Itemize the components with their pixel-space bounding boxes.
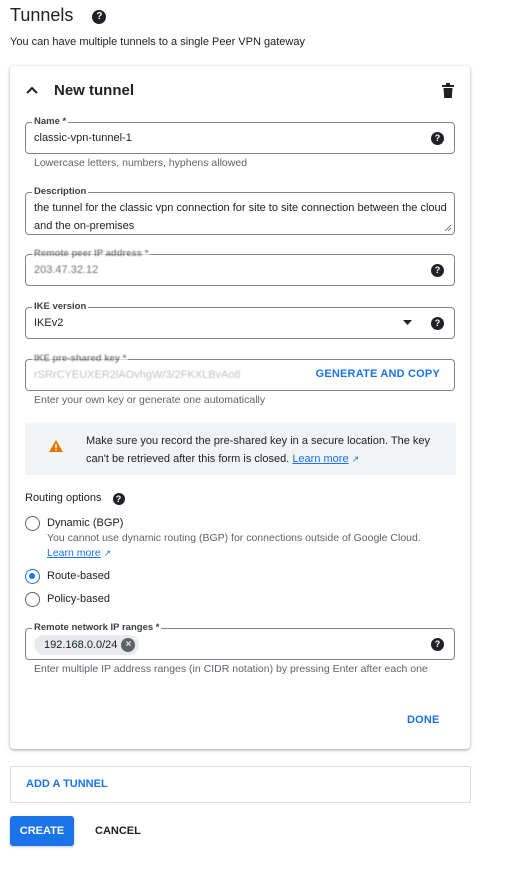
remote-peer-ip-value: 203.47.32.12	[34, 264, 99, 276]
page-subtitle: You can have multiple tunnels to a single Peer VPN gateway	[10, 36, 305, 48]
ike-key-label: IKE pre-shared key *	[34, 353, 127, 364]
page-title-text: Tunnels	[10, 5, 74, 25]
help-icon[interactable]: ?	[431, 317, 444, 330]
routing-options-title	[25, 492, 125, 505]
help-icon[interactable]: ?	[431, 638, 444, 651]
description-value: the tunnel for the classic vpn connection for site to site connection between the cloud and the on-premises	[34, 202, 447, 232]
remote-ranges-field[interactable]	[25, 622, 455, 660]
chevron-up-icon[interactable]	[24, 82, 40, 98]
external-link-icon[interactable]: ↗	[103, 548, 112, 558]
add-tunnel-label: ADD A TUNNEL	[26, 778, 108, 790]
name-hint: Lowercase letters, numbers, hyphens allowed	[34, 157, 248, 169]
ike-version-value: IKEv2	[34, 317, 64, 329]
name-field[interactable]	[25, 116, 455, 154]
warning-text	[86, 432, 436, 468]
description-label: Description	[34, 186, 87, 197]
trash-icon[interactable]	[441, 83, 455, 99]
warning-message: Make sure you record the pre-shared key in a secure location. The key can't be retrieved after this form is closed.	[86, 435, 431, 465]
help-icon[interactable]: ?	[431, 264, 444, 277]
remote-peer-ip-field[interactable]	[25, 248, 455, 286]
done-button[interactable]: DONE	[407, 714, 440, 726]
radio-route-based-label[interactable]: Route-based	[47, 570, 110, 582]
dropdown-arrow-icon[interactable]	[403, 320, 412, 326]
ike-key-value: rSRrCYEUXER2lAOvhgW/3/2FKXLBvAo8	[34, 369, 241, 381]
ip-range-chip-text: 192.168.0.0/24	[44, 639, 118, 651]
radio-dynamic-bgp[interactable]	[25, 516, 40, 531]
remote-peer-ip-label: Remote peer IP address *	[34, 248, 149, 259]
radio-policy-based[interactable]	[25, 592, 40, 607]
learn-more-link-text[interactable]: Learn more	[292, 453, 349, 465]
description-field[interactable]	[25, 186, 455, 235]
remote-ranges-label: Remote network IP ranges *	[34, 622, 160, 633]
ike-version-select[interactable]	[25, 301, 455, 339]
ip-range-chip[interactable]	[34, 635, 139, 655]
bgp-learn-more-link[interactable]: Learn more	[47, 547, 101, 559]
card-title: New tunnel	[54, 82, 135, 99]
name-field-value: classic-vpn-tunnel-1	[34, 132, 132, 144]
external-link-icon[interactable]: ↗	[351, 454, 360, 464]
generate-and-copy-button[interactable]: GENERATE AND COPY	[315, 368, 440, 380]
ike-key-hint: Enter your own key or generate one automatically	[34, 394, 266, 406]
ike-version-label: IKE version	[34, 301, 87, 312]
warning-icon	[49, 440, 63, 452]
create-button[interactable]: CREATE	[10, 816, 74, 846]
remove-chip-icon[interactable]: ×	[121, 638, 135, 652]
cancel-button[interactable]: CANCEL	[95, 825, 141, 837]
bgp-learn-more[interactable]	[47, 547, 111, 559]
help-icon[interactable]: ?	[92, 10, 106, 24]
bgp-note: You cannot use dynamic routing (BGP) for connections outside of Google Cloud.	[47, 532, 421, 544]
remote-ranges-hint: Enter multiple IP address ranges (in CIDR notation) by pressing Enter after each one	[34, 663, 428, 675]
routing-options-text: Routing options	[25, 492, 102, 504]
name-field-label: Name *	[34, 116, 67, 127]
radio-dynamic-bgp-label[interactable]: Dynamic (BGP)	[47, 517, 124, 529]
add-tunnel-button[interactable]	[10, 766, 471, 803]
ike-key-field[interactable]	[25, 353, 455, 391]
radio-route-based[interactable]	[25, 569, 40, 584]
learn-more-link[interactable]	[292, 453, 348, 465]
resize-handle-icon[interactable]	[445, 225, 452, 232]
help-icon[interactable]: ?	[113, 493, 125, 505]
page-title	[10, 5, 106, 26]
radio-policy-based-label[interactable]: Policy-based	[47, 593, 110, 605]
help-icon[interactable]: ?	[431, 132, 444, 145]
